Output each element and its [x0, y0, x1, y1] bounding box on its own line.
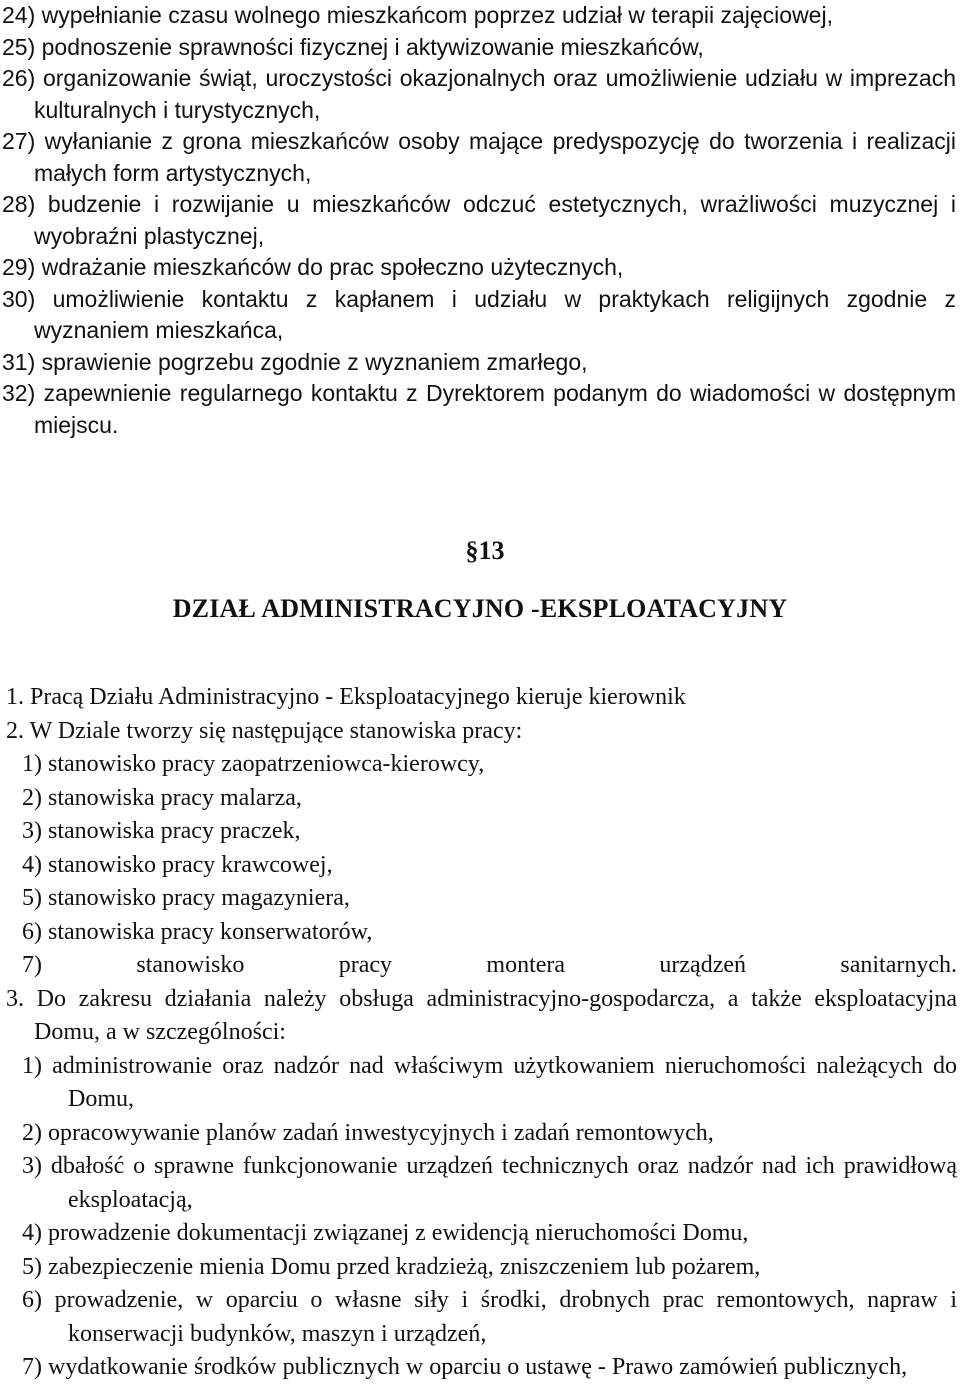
list-item: 7) wydatkowanie środków publicznych w oparciu o ustawę - Prawo zamówień publicznych, [22, 1354, 908, 1380]
paragraph-2: 2. W Dziale tworzy się następujące stanowiska pracy: [6, 717, 523, 744]
list-item: 1) stanowisko pracy zaopatrzeniowca-kierowcy, [22, 751, 485, 777]
list-item: 28) budzenie i rozwijanie u mieszkańców odczuć estetycznych, wrażliwości muzycznej i wyobraźni plastycznej, [2, 191, 956, 249]
section-title: DZIAŁ ADMINISTRACYJNO -EKSPLOATACYJNY [172, 594, 788, 623]
list-item: 25) podnoszenie sprawności fizycznej i aktywizowanie mieszkańców, [2, 33, 704, 60]
duties-list-continued [2, 0, 956, 441]
list-item: 27) wyłanianie z grona mieszkańców osoby mające predyspozycję do tworzenia i realizacji małych form artystycznych, [2, 128, 956, 186]
list-item: 4) prowadzenie dokumentacji związanej z ewidencją nieruchomości Domu, [22, 1220, 749, 1246]
list-item: 1) administrowanie oraz nadzór nad właściwym użytkowaniem nieruchomości należących do Domu, [22, 1052, 957, 1112]
list-item: 26) organizowanie świąt, uroczystości okazjonalnych oraz umożliwienie udziału w imprezach kulturalnych i turystycznych, [2, 65, 956, 123]
list-item: 32) zapewnienie regularnego kontaktu z Dyrektorem podanym do wiadomości w dostępnym miejscu. [2, 380, 956, 438]
list-item: 5) stanowisko pracy magazyniera, [22, 885, 350, 911]
list-item: 7) stanowisko pracy montera urządzeń sanitarnych. [22, 952, 957, 978]
section-number: §13 [465, 536, 505, 565]
list-item: 6) stanowiska pracy konserwatorów, [22, 918, 373, 945]
list-item: 3) stanowiska pracy praczek, [22, 818, 301, 844]
list-item: 2) stanowiska pracy malarza, [22, 784, 302, 811]
section-body [6, 681, 957, 1385]
list-item: 2) opracowywanie planów zadań inwestycyjnych i zadań remontowych, [22, 1119, 714, 1146]
list-item: 5) zabezpieczenie mienia Domu przed kradzieżą, zniszczeniem lub pożarem, [22, 1253, 761, 1280]
paragraph-3: 3. Do zakresu działania należy obsługa administracyjno-gospodarcza, a także eksploatacyjna Domu, a w szczególności: [6, 985, 957, 1045]
list-item: 4) stanowisko pracy krawcowej, [22, 851, 333, 878]
list-item: 31) sprawienie pogrzebu zgodnie z wyznaniem zmarłego, [2, 348, 588, 375]
list-item: 30) umożliwienie kontaktu z kapłanem i udziału w praktykach religijnych zgodnie z wyznaniem mieszkańca, [2, 285, 956, 343]
list-item: 29) wdrażanie mieszkańców do prac społeczno użytecznych, [2, 254, 624, 280]
list-item: 24) wypełnianie czasu wolnego mieszkańcom poprzez udział w terapii zajęciowej, [2, 2, 833, 28]
list-item: 6) prowadzenie, w oparciu o własne siły i środki, drobnych prac remontowych, napraw i konserwacji budynków, maszyn i urządzeń, [22, 1287, 957, 1347]
paragraph-1: 1. Pracą Działu Administracyjno - Eksploatacyjnego kieruje kierownik [6, 684, 686, 710]
list-item: 3) dbałość o sprawne funkcjonowanie urządzeń technicznych oraz nadzór nad ich prawidłową eksploatacją, [22, 1153, 957, 1213]
